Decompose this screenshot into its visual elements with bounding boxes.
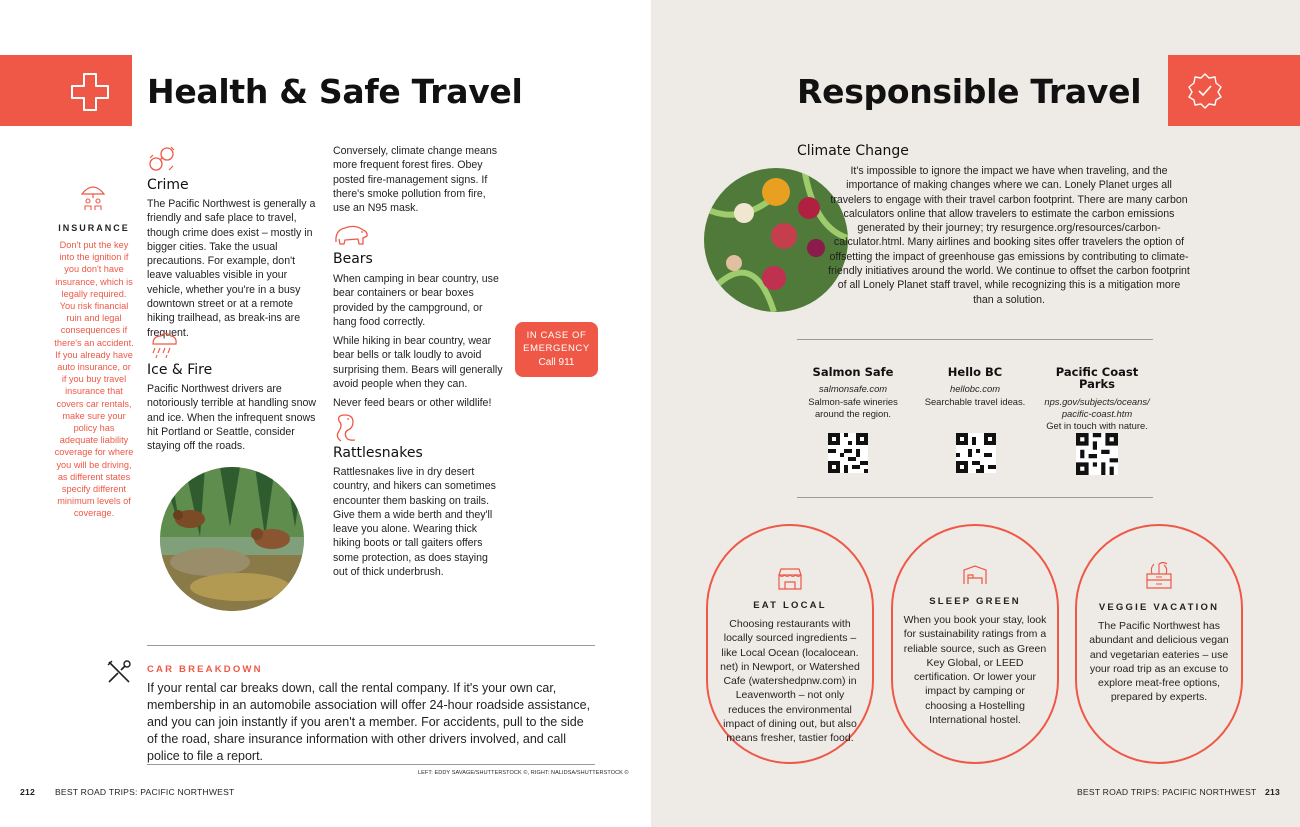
oval-text: The Pacific Northwest has abundant and delicious vegan and vegetarian eateries – use your road trip as an excuse to explore meat-free options, prepared by experts.: [1089, 620, 1229, 704]
bed-icon: [960, 564, 990, 588]
link-desc: Get in touch with nature.: [1046, 420, 1148, 432]
handcuffs-icon: [147, 144, 177, 174]
page-number-left: 212: [20, 787, 35, 797]
link-url[interactable]: hellobc.com: [949, 383, 1001, 395]
ice-fire-heading: Ice & Fire: [147, 362, 213, 378]
bears-photo: [160, 467, 304, 611]
bears-text: [333, 272, 505, 416]
bears-paragraph-3: Never feed bears or other wildlife!: [333, 397, 492, 410]
umbrella-family-icon: [80, 183, 106, 213]
bears-heading: Bears: [333, 251, 373, 267]
snake-icon: [333, 413, 361, 443]
page-number-right: 213: [1265, 787, 1280, 797]
climate-fire-text: Conversely, climate change means more frequent forest fires. Obey posted fire-management signs. If there's smoke pollution from fire, use an N95 mask.: [333, 145, 498, 215]
emergency-box: [515, 322, 598, 377]
emergency-line-1: IN CASE OF: [526, 330, 587, 341]
link-url[interactable]: salmonsafe.com: [818, 383, 888, 395]
bear-icon: [333, 222, 369, 248]
climate-heading: Climate Change: [797, 143, 909, 159]
divider-right-bottom: [797, 497, 1153, 498]
link-salmon-safe[interactable]: [798, 366, 908, 420]
qr-code-icon[interactable]: [1076, 433, 1118, 475]
oval-title: VEGGIE VACATION: [1098, 602, 1220, 613]
title-block-left: [0, 55, 132, 126]
bears-paragraph-2: While hiking in bear country, wear bear bells or talk loudly to avoid surprising them. Bears will generally avoid people when they can.: [333, 335, 503, 391]
oval-eat-local: [706, 524, 874, 764]
oval-sleep-green: [891, 524, 1059, 764]
insurance-text: Don't put the key into the ignition if you don't have insurance, which is legally required. You risk financial ruin and legal consequences if there's an accident. If you already have auto insurance, or if you buy travel insurance that covers car rentals, make sure your policy has adequate liability coverage for where you will be driving, as different states specify different minimum levels of coverage.: [54, 240, 134, 519]
rattlesnakes-text: Rattlesnakes live in dry desert country, and hikers can sometimes encounter them basking on trails. Give them a wide berth and they'll leave you alone. Wearing thick hiking boots or tall gaiters offers some protection, as does staying out of thick underbrush.: [333, 466, 496, 579]
link-hello-bc[interactable]: [918, 366, 1032, 408]
insurance-heading: INSURANCE: [58, 223, 130, 233]
oval-veggie-vacation: [1075, 524, 1243, 764]
link-pacific-coast-parks[interactable]: [1040, 366, 1154, 432]
badge-check-icon: [1186, 72, 1224, 110]
running-title-right: BEST ROAD TRIPS: PACIFIC NORTHWEST: [1077, 787, 1257, 797]
crime-text: The Pacific Northwest is generally a friendly and safe place to travel, though crime does exist – mostly in bigger cities. Take the usual precautions. For example, don't leave valuables visible in your vehicle, whether you're in a busy downtown street or at a remote hiking trailhead, as break-ins are frequent.: [147, 198, 316, 339]
rattlesnakes-heading: Rattlesnakes: [333, 445, 423, 461]
link-title: Salmon Safe: [812, 365, 894, 379]
veggie-crate-icon: [1142, 558, 1176, 592]
snow-fire-icon: [147, 330, 179, 360]
beets-photo: [704, 168, 848, 312]
link-title: Pacific Coast Parks: [1055, 365, 1139, 392]
emergency-phone: Call 911: [538, 357, 575, 368]
qr-code-icon[interactable]: [956, 433, 996, 473]
running-title-left: BEST ROAD TRIPS: PACIFIC NORTHWEST: [55, 787, 235, 797]
link-url[interactable]: nps.gov/subjects/oceans/ pacific-coast.htm: [1044, 395, 1150, 419]
car-breakdown-heading: CAR BREAKDOWN: [147, 664, 263, 675]
oval-text: When you book your stay, look for sustainability ratings from a reliable source, such as Green Key Global, or LEED certification. Or lower your impact by camping or choosing a Hostelling International hostel.: [903, 614, 1047, 727]
link-title: Hello BC: [947, 365, 1003, 379]
page-title-left: Health & Safe Travel: [147, 72, 523, 111]
link-desc: Salmon-safe wineries around the region.: [808, 395, 898, 419]
photo-credits: LEFT: EDDY SAVAGE/SHUTTERSTOCK ©, RIGHT: NALIDSA/SHUTTERSTOCK ©: [418, 770, 629, 776]
divider-bottom: [147, 764, 595, 765]
medical-cross-icon: [69, 71, 111, 113]
oval-title: EAT LOCAL: [753, 600, 827, 611]
ice-fire-text: Pacific Northwest drivers are notoriously terrible at handling snow and ice. When the infrequent snows hit Portland or Seattle, consider staying off the roads.: [147, 383, 317, 453]
divider-top: [147, 645, 595, 646]
oval-text: Choosing restaurants with locally sourced ingredients – like Local Ocean (localocean. net) in Newport, or Watershed Cafe (watershedpnw.com) in Leavenworth – not only reduces the environmental impact of dining out, but also means fresher, tastier food.: [720, 618, 860, 745]
climate-text: [828, 164, 1190, 307]
page-title-right: Responsible Travel: [797, 72, 1142, 111]
qr-code-icon[interactable]: [828, 433, 868, 473]
emergency-line-2: EMERGENCY: [523, 343, 590, 354]
car-breakdown-text: If your rental car breaks down, call the rental company. If it's your own car, membership in an automobile association will offer 24-hour roadside assistance, and you can join instantly if you aren't a member. For accidents, pull to the side of the road, share insurance information with other drivers involved, and call police to file a report.: [147, 681, 591, 763]
divider-right-top: [797, 339, 1153, 340]
oval-title: SLEEP GREEN: [929, 596, 1021, 607]
crime-heading: Crime: [147, 177, 189, 193]
bears-paragraph-1: When camping in bear country, use bear containers or bear boxes provided by the campground, or hang food correctly.: [333, 273, 499, 328]
climate-paragraph: It's impossible to ignore the impact we have when traveling, and the importance of making changes where we can. Lonely Planet urges all travelers to engage with their travel carbon footprint. There are many carbon calculators online that allow travelers to estimate the carbon emissions generated by their journey; try resurgence.org/resources/carbon-calculator.html. Many airlines and booking sites offer travelers the option of offsetting the impact of greenhouse gas emissions by contributing to climate-friendly initiatives around the world. We continue to offset the carbon footprint of all Lonely Planet staff travel, while recognizing this is a mitigation more than a solution.: [828, 165, 1190, 306]
link-desc: Searchable travel ideas.: [924, 395, 1026, 407]
market-stall-icon: [776, 566, 804, 592]
wrench-screwdriver-icon: [106, 659, 132, 685]
